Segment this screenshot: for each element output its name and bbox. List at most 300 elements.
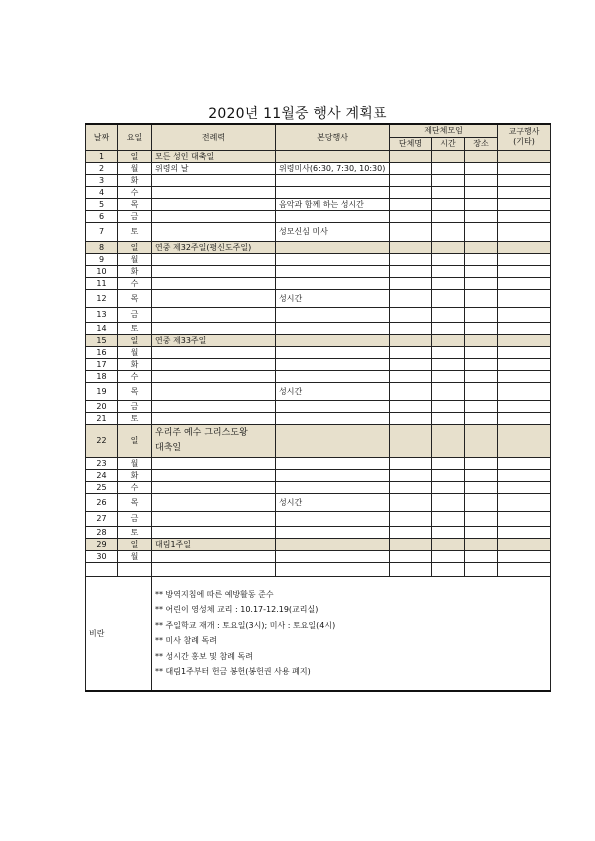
district-event-cell [498,493,551,511]
parish-event-cell: 위령미사(6:30, 7:30, 10:30) [276,162,390,174]
group-name-cell [390,210,432,222]
time-cell [432,424,465,457]
table-row [86,346,551,358]
group-name-cell [390,481,432,493]
parish-event-cell [276,457,390,469]
district-event-cell [498,222,551,241]
weekday-cell: 금 [118,307,152,322]
parish-event-cell [276,469,390,481]
time-cell [432,210,465,222]
time-cell [432,400,465,412]
table-row [86,265,551,277]
place-cell [465,526,498,538]
district-event-cell [498,265,551,277]
weekday-cell: 수 [118,277,152,289]
group-name-cell [390,253,432,265]
parish-event-cell [276,322,390,334]
date-cell: 13 [86,307,118,322]
district-event-cell [498,210,551,222]
time-cell [432,358,465,370]
parish-event-cell [276,511,390,526]
weekday-cell: 일 [118,241,152,253]
parish-event-cell [276,358,390,370]
date-cell: 4 [86,186,118,198]
date-cell: 6 [86,210,118,222]
header-date: 날짜 [86,124,118,150]
weekday-cell: 목 [118,289,152,307]
place-cell [465,210,498,222]
time-cell [432,334,465,346]
time-cell [432,307,465,322]
place-cell [465,469,498,481]
district-event-cell [498,562,551,576]
weekday-cell: 일 [118,538,152,550]
place-cell [465,198,498,210]
time-cell [432,526,465,538]
remark-item: ** 성시간 홍보 및 참례 독려 [155,651,253,661]
weekday-cell: 일 [118,334,152,346]
parish-event-cell [276,265,390,277]
table-row [86,511,551,526]
remarks-row [86,576,551,691]
table-row [86,526,551,538]
date-cell: 7 [86,222,118,241]
date-cell: 2 [86,162,118,174]
district-event-cell [498,289,551,307]
place-cell [465,550,498,562]
place-cell [465,322,498,334]
place-cell [465,493,498,511]
table-row [86,493,551,511]
date-cell: 18 [86,370,118,382]
time-cell [432,174,465,186]
place-cell [465,307,498,322]
date-cell: 9 [86,253,118,265]
time-cell [432,457,465,469]
place-cell [465,511,498,526]
table-row [86,307,551,322]
district-event-cell [498,186,551,198]
remark-item: ** 미사 참례 독려 [155,636,217,646]
district-event-cell [498,346,551,358]
liturgy-cell [152,550,276,562]
time-cell [432,550,465,562]
liturgy-cell [152,346,276,358]
table-row [86,322,551,334]
header-place: 장소 [465,137,498,150]
parish-event-cell [276,550,390,562]
liturgy-cell [152,289,276,307]
weekday-cell: 목 [118,198,152,210]
time-cell [432,562,465,576]
liturgy-cell: 연중 제32주일(평신도주일) [152,241,276,253]
place-cell [465,277,498,289]
weekday-cell: 토 [118,412,152,424]
time-cell [432,277,465,289]
date-cell: 25 [86,481,118,493]
parish-event-cell [276,186,390,198]
table-row [86,198,551,210]
date-cell: 22 [86,424,118,457]
liturgy-cell [152,222,276,241]
place-cell [465,457,498,469]
table-row [86,481,551,493]
weekday-cell: 목 [118,493,152,511]
date-cell: 26 [86,493,118,511]
liturgy-cell [152,400,276,412]
district-event-cell [498,322,551,334]
place-cell [465,538,498,550]
liturgy-cell [152,457,276,469]
remark-item: ** 어린이 영성체 교리 : 10.17-12.19(교리실) [155,605,319,615]
district-event-cell [498,174,551,186]
group-name-cell [390,265,432,277]
weekday-cell: 월 [118,346,152,358]
place-cell [465,424,498,457]
parish-event-cell [276,174,390,186]
group-name-cell [390,277,432,289]
table-row [86,162,551,174]
weekday-cell: 화 [118,469,152,481]
group-name-cell [390,346,432,358]
table-row [86,210,551,222]
weekday-cell: 월 [118,457,152,469]
weekday-cell: 금 [118,210,152,222]
time-cell [432,493,465,511]
time-cell [432,511,465,526]
date-cell: 17 [86,358,118,370]
group-name-cell [390,307,432,322]
table-row [86,457,551,469]
parish-event-cell: 성시간 [276,289,390,307]
time-cell [432,253,465,265]
liturgy-cell: 대림1주일 [152,538,276,550]
place-cell [465,412,498,424]
date-cell: 8 [86,241,118,253]
group-name-cell [390,457,432,469]
time-cell [432,198,465,210]
table-row [86,241,551,253]
liturgy-cell [152,469,276,481]
group-name-cell [390,538,432,550]
place-cell [465,222,498,241]
liturgy-cell [152,358,276,370]
parish-event-cell [276,370,390,382]
date-cell: 16 [86,346,118,358]
district-event-cell [498,469,551,481]
header-group-meeting: 제단체모임 [390,124,498,137]
date-cell: 27 [86,511,118,526]
weekday-cell [118,562,152,576]
district-event-cell [498,358,551,370]
time-cell [432,538,465,550]
place-cell [465,174,498,186]
time-cell [432,289,465,307]
district-event-cell [498,526,551,538]
place-cell [465,289,498,307]
district-event-cell [498,400,551,412]
table-row [86,222,551,241]
table-row [86,334,551,346]
liturgy-cell [152,277,276,289]
table-row [86,370,551,382]
table-row [86,424,551,457]
table-row [86,253,551,265]
table-row [86,382,551,400]
district-event-cell [498,150,551,162]
table-header [86,124,551,150]
district-event-cell [498,538,551,550]
parish-event-cell [276,481,390,493]
group-name-cell [390,400,432,412]
parish-event-cell [276,400,390,412]
remark-item: ** 주일학교 재개 : 토요일(3시); 미사 : 토요일(4시) [155,620,336,630]
time-cell [432,241,465,253]
date-cell: 5 [86,198,118,210]
group-name-cell [390,550,432,562]
place-cell [465,562,498,576]
liturgy-cell [152,481,276,493]
liturgy-cell: 연중 제33주일 [152,334,276,346]
district-event-cell [498,382,551,400]
weekday-cell: 목 [118,382,152,400]
group-name-cell [390,370,432,382]
time-cell [432,222,465,241]
weekday-cell: 일 [118,424,152,457]
weekday-cell: 일 [118,150,152,162]
group-name-cell [390,562,432,576]
time-cell [432,150,465,162]
table-row [86,469,551,481]
district-event-cell [498,511,551,526]
table-row [86,150,551,162]
group-name-cell [390,289,432,307]
liturgy-cell [152,511,276,526]
weekday-cell: 금 [118,511,152,526]
parish-event-cell [276,562,390,576]
time-cell [432,162,465,174]
table-row [86,562,551,576]
weekday-cell: 화 [118,174,152,186]
time-cell [432,382,465,400]
date-cell: 19 [86,382,118,400]
group-name-cell [390,222,432,241]
group-name-cell [390,241,432,253]
weekday-cell: 월 [118,162,152,174]
place-cell [465,382,498,400]
group-name-cell [390,424,432,457]
place-cell [465,150,498,162]
district-event-cell [498,198,551,210]
weekday-cell: 화 [118,265,152,277]
remark-item: ** 대림1주부터 헌금 봉헌(봉헌권 사용 폐지) [155,667,311,677]
date-cell: 20 [86,400,118,412]
group-name-cell [390,186,432,198]
group-name-cell [390,322,432,334]
liturgy-cell: 모든 성인 대축일 [152,150,276,162]
date-cell: 14 [86,322,118,334]
district-event-cell [498,412,551,424]
date-cell: 29 [86,538,118,550]
table-row [86,186,551,198]
district-event-cell [498,481,551,493]
date-cell: 1 [86,150,118,162]
table-row [86,400,551,412]
table-row [86,277,551,289]
place-cell [465,370,498,382]
group-name-cell [390,511,432,526]
parish-event-cell: 성시간 [276,493,390,511]
table-row [86,550,551,562]
date-cell: 23 [86,457,118,469]
parish-event-cell [276,346,390,358]
table-body [86,150,551,691]
weekday-cell: 월 [118,253,152,265]
parish-event-cell [276,150,390,162]
weekday-cell: 금 [118,400,152,412]
liturgy-cell [152,253,276,265]
place-cell [465,241,498,253]
district-event-cell [498,162,551,174]
time-cell [432,481,465,493]
district-event-cell [498,424,551,457]
remark-item: ** 방역지침에 따른 예방활동 준수 [155,589,274,599]
group-name-cell [390,493,432,511]
weekday-cell: 수 [118,370,152,382]
page-title: 2020년 11월중 행사 계획표 [208,106,387,122]
table-row [86,412,551,424]
weekday-cell: 수 [118,481,152,493]
date-cell: 11 [86,277,118,289]
date-cell: 28 [86,526,118,538]
place-cell [465,162,498,174]
parish-event-cell [276,538,390,550]
table-row [86,358,551,370]
table-row [86,538,551,550]
group-name-cell [390,526,432,538]
place-cell [465,253,498,265]
district-event-cell [498,457,551,469]
group-name-cell [390,382,432,400]
district-event-cell [498,370,551,382]
place-cell [465,334,498,346]
weekday-cell: 월 [118,550,152,562]
time-cell [432,346,465,358]
date-cell: 12 [86,289,118,307]
liturgy-cell [152,265,276,277]
group-name-cell [390,198,432,210]
date-cell: 30 [86,550,118,562]
liturgy-cell: 우리주 예수 그리스도왕 대축일 [152,424,276,457]
group-name-cell [390,150,432,162]
liturgy-cell [152,370,276,382]
weekday-cell: 토 [118,322,152,334]
group-name-cell [390,358,432,370]
place-cell [465,358,498,370]
liturgy-cell [152,307,276,322]
parish-event-cell: 음악과 함께 하는 성시간 [276,198,390,210]
header-group-name: 단체명 [390,137,432,150]
group-name-cell [390,334,432,346]
district-event-cell [498,334,551,346]
weekday-cell: 토 [118,526,152,538]
parish-event-cell [276,210,390,222]
group-name-cell [390,162,432,174]
parish-event-cell [276,424,390,457]
header-time: 시간 [432,137,465,150]
date-cell: 10 [86,265,118,277]
district-event-cell [498,550,551,562]
time-cell [432,186,465,198]
header-weekday: 요일 [118,124,152,150]
liturgy-cell [152,186,276,198]
date-cell: 21 [86,412,118,424]
header-district-event: 교구행사 (기타) [498,124,551,150]
liturgy-cell [152,493,276,511]
liturgy-cell [152,174,276,186]
liturgy-cell [152,562,276,576]
time-cell [432,265,465,277]
liturgy-cell [152,198,276,210]
header-parish-event: 본당행사 [276,124,390,150]
header-liturgy: 전례력 [152,124,276,150]
weekday-cell: 수 [118,186,152,198]
parish-event-cell [276,412,390,424]
place-cell [465,265,498,277]
time-cell [432,469,465,481]
place-cell [465,346,498,358]
parish-event-cell [276,277,390,289]
liturgy-cell [152,412,276,424]
place-cell [465,400,498,412]
parish-event-cell [276,307,390,322]
liturgy-cell [152,382,276,400]
time-cell [432,322,465,334]
district-event-cell [498,277,551,289]
parish-event-cell [276,253,390,265]
table-row [86,289,551,307]
table-row [86,174,551,186]
parish-event-cell: 성시간 [276,382,390,400]
date-cell: 3 [86,174,118,186]
weekday-cell: 토 [118,222,152,241]
remarks-label: 비란 [86,576,152,691]
district-event-cell [498,241,551,253]
district-event-cell [498,253,551,265]
group-name-cell [390,469,432,481]
parish-event-cell [276,241,390,253]
parish-event-cell: 성모신심 미사 [276,222,390,241]
place-cell [465,481,498,493]
district-event-cell [498,307,551,322]
parish-event-cell [276,334,390,346]
time-cell [432,412,465,424]
event-plan-table [85,123,551,692]
time-cell [432,370,465,382]
group-name-cell [390,412,432,424]
liturgy-cell [152,526,276,538]
group-name-cell [390,174,432,186]
weekday-cell: 화 [118,358,152,370]
date-cell [86,562,118,576]
liturgy-cell [152,322,276,334]
date-cell: 24 [86,469,118,481]
remarks-list [152,576,551,691]
date-cell: 15 [86,334,118,346]
place-cell [465,186,498,198]
liturgy-cell: 위령의 날 [152,162,276,174]
liturgy-cell [152,210,276,222]
